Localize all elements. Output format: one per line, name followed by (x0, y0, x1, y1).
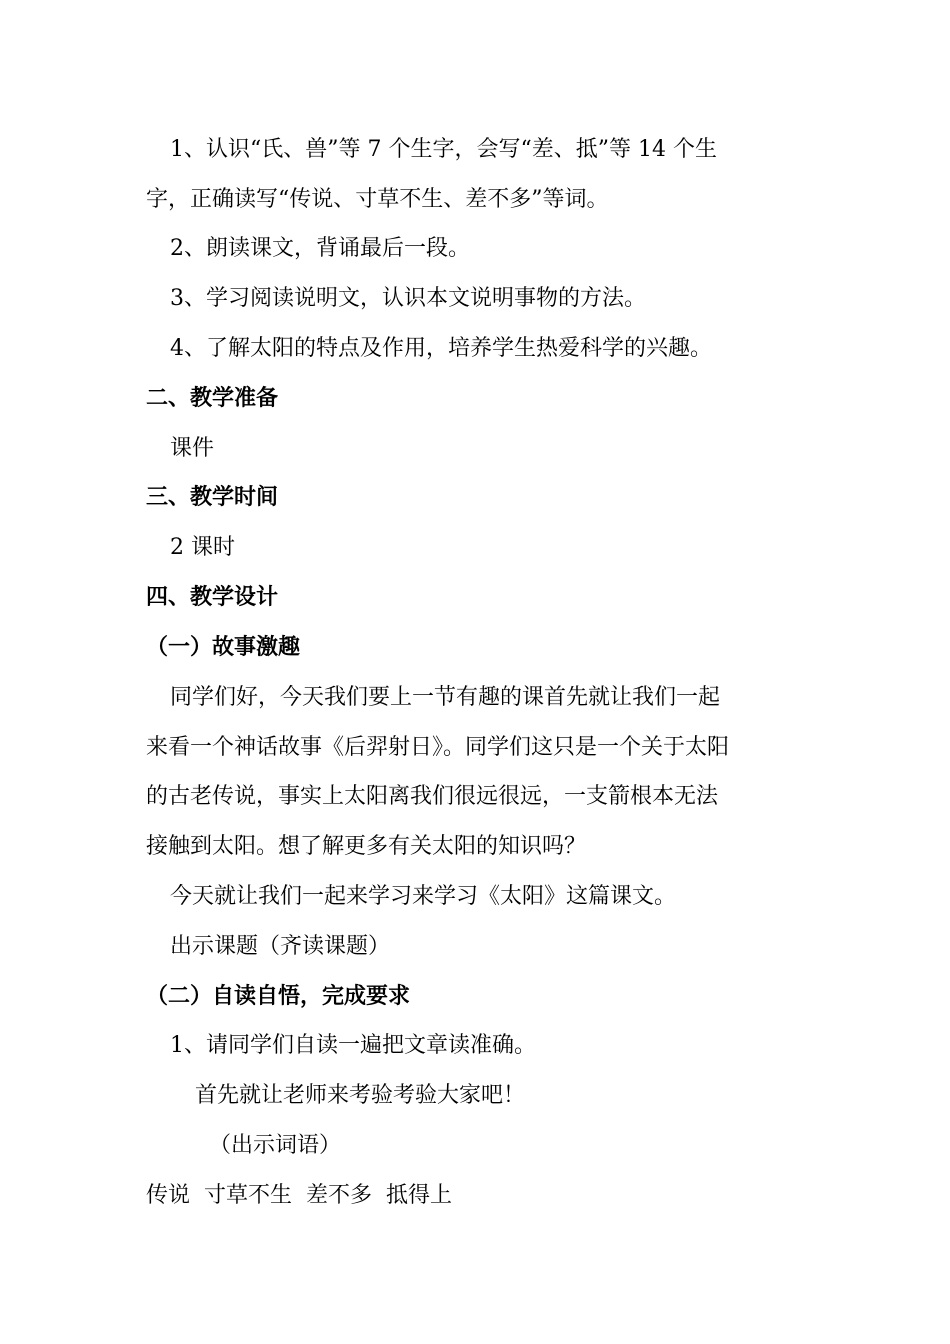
subsection-heading-self-reading: （二）自读自悟，完成要求 (146, 984, 411, 1009)
story-paragraph-line-3: 的古老传说，事实上太阳离我们很远很远，一支箭根本无法 (146, 784, 719, 809)
story-paragraph-line-4: 接触到太阳。想了解更多有关太阳的知识吗？ (146, 834, 587, 859)
teacher-test-text: 首先就让老师来考验考验大家吧！ (195, 1083, 526, 1108)
subsection-heading-story: （一）故事激趣 (146, 635, 301, 660)
objective-2: 2、朗读课文，背诵最后一段。 (170, 236, 470, 261)
section-heading-design: 四、教学设计 (146, 585, 279, 610)
vocabulary-words: 传说 寸草不生 差不多 抵得上 (146, 1183, 452, 1208)
preparation-text: 课件 (170, 436, 215, 461)
show-words-text: （出示词语） (209, 1133, 342, 1158)
lesson-intro-text: 今天就让我们一起来学习来学习《太阳》这篇课文。 (170, 884, 677, 909)
section-heading-preparation: 二、教学准备 (146, 386, 279, 411)
objective-1-line-2: 字，正确读写“传说、寸草不生、差不多”等词。 (146, 187, 609, 212)
show-title-text: 出示课题（齐读课题） (170, 934, 391, 959)
objective-1-line-1: 1、认识“氏、兽”等 7 个生字，会写“差、抵”等 14 个生 (170, 137, 717, 162)
objective-4: 4、了解太阳的特点及作用，培养学生热爱科学的兴趣。 (170, 336, 712, 361)
objective-3: 3、学习阅读说明文，认识本文说明事物的方法。 (170, 286, 646, 311)
time-text: 2 课时 (170, 535, 235, 560)
self-reading-item-1: 1、请同学们自读一遍把文章读准确。 (170, 1033, 536, 1058)
story-paragraph-line-2: 来看一个神话故事《后羿射日》。同学们这只是一个关于太阳 (146, 735, 730, 760)
story-paragraph-line-1: 同学们好，今天我们要上一节有趣的课首先就让我们一起 (170, 685, 721, 710)
section-heading-time: 三、教学时间 (146, 485, 279, 510)
